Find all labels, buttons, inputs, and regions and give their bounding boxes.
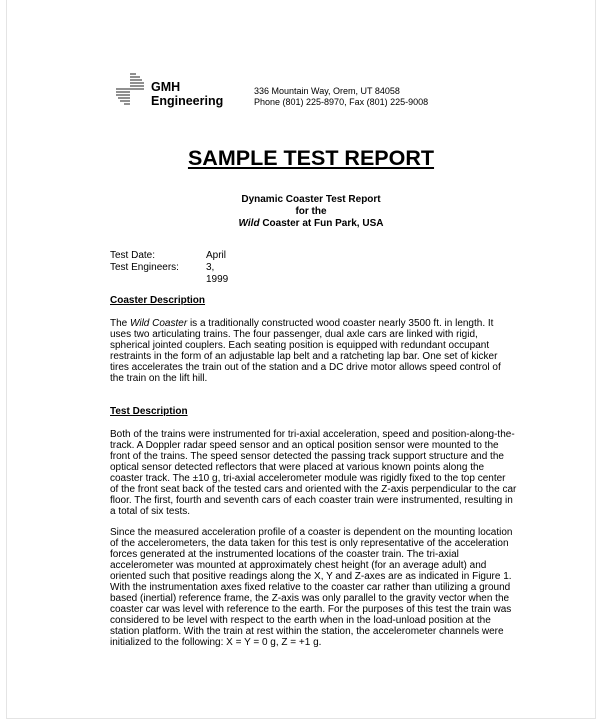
paragraph-line: Both of the trains were instrumented for tri-axial acceleration, speed and position-along-the- <box>110 429 515 440</box>
paragraph-line: front of the trains. The speed sensor detected the passing track support structure and the <box>110 451 504 462</box>
test-meta <box>110 250 229 285</box>
company-address <box>254 86 428 108</box>
paragraph-line: forces generated at the instrumented locations of the coaster train. The tri-axial <box>110 549 459 560</box>
paragraph-line: optical sensor detected reflectors that were placed at various known points along the <box>110 462 485 473</box>
paragraph-line: a total of six tests. <box>110 506 191 517</box>
report-subtitle <box>7 194 600 230</box>
company-name-line1: GMH <box>151 80 181 94</box>
address-line: 336 Mountain Way, Orem, UT 84058 <box>254 86 400 96</box>
paragraph-line: initialized to the following: X = Y = 0 g, Z = +1 g. <box>110 637 322 648</box>
test-engineers-label: Test Engineers: <box>110 262 179 273</box>
paragraph <box>110 429 516 517</box>
company-logo-icon <box>110 73 148 105</box>
paragraph <box>110 527 512 648</box>
paragraph-line: spherical jointed couplers. Each seating position is equipped with redundant occupant <box>110 340 490 351</box>
subtitle-rest: Coaster at Fun Park, USA <box>259 218 384 229</box>
paragraph-line: oriented such that positive readings along the X, Y and Z-axes are as indicated in Figure 1. <box>110 571 512 582</box>
section-heading: Coaster Description <box>110 295 206 306</box>
paragraph-line: considered to be level with respect to the earth when in the load-unload position at the <box>110 615 491 626</box>
page-title: SAMPLE TEST REPORT <box>187 146 435 170</box>
paragraph-line: track. A Doppler radar speed sensor and an optical position sensor were mounted to the <box>110 440 499 451</box>
text: is a traditionally constructed wood coaster nearly 3500 ft. in length. It <box>187 318 494 329</box>
paragraph <box>110 318 501 384</box>
paragraph-line <box>110 318 501 329</box>
subtitle-line3 <box>7 218 600 230</box>
paragraph-line: Since the measured acceleration profile of a coaster is dependent on the mounting location <box>110 527 513 538</box>
test-date-value: April 3, 1999 <box>206 250 229 285</box>
paragraph-line: based (inertial) reference frame, the Z-axis was only parallel to the gravity vector when the <box>110 593 510 604</box>
paragraph-line: accelerometer was mounted at approximately chest height (for an average adult) and <box>110 560 487 571</box>
paragraph-line: restraints in the form of an adjustable lap belt and a ratcheting lap bar. One set of kicker <box>110 351 498 362</box>
subtitle-line2: for the <box>295 206 327 217</box>
paragraph-line: With the instrumentation axes fixed relative to the coaster car rather than utilizing a ground <box>110 582 511 593</box>
subtitle-line1: Dynamic Coaster Test Report <box>241 194 381 205</box>
document-page <box>6 0 596 719</box>
paragraph-line: coaster car was level with reference to the earth. For the purposes of this test the train was <box>110 604 512 615</box>
paragraph-line: coaster track. The ±10 g, tri-axial accelerometer module was rigidly fixed to the top center <box>110 473 506 484</box>
phone-fax-line: Phone (801) 225-8970, Fax (801) 225-9008 <box>254 97 429 107</box>
paragraph-line: floor. The first, fourth and seventh cars of each coaster train were instrumented, resulting in <box>110 495 513 506</box>
paragraph-line: the train on the lift hill. <box>110 373 208 384</box>
paragraph-line: of the accelerometers, the data taken for this test is only representative of the acceleration <box>110 538 509 549</box>
paragraph-line: uses two articulating trains. The four passenger, dual axle cars are linked with rigid, <box>110 329 478 340</box>
text: The <box>110 318 131 329</box>
company-name-line2: Engineering <box>151 94 224 108</box>
paragraph-line: station platform. With the train at rest within the station, the accelerometer channels were <box>110 626 504 637</box>
test-date-label: Test Date: <box>110 250 156 261</box>
subtitle-italic: Wild <box>238 218 260 229</box>
paragraph-line: tires accelerates the train out of the station and a DC drive motor allows speed control of <box>110 362 501 373</box>
company-name <box>151 80 223 108</box>
section-heading: Test Description <box>110 406 188 417</box>
italic-text: Wild Coaster <box>130 318 188 329</box>
paragraph-line: of the front seat back of the tested cars and oriented with the Z-axis perpendicular to the car <box>110 484 517 495</box>
